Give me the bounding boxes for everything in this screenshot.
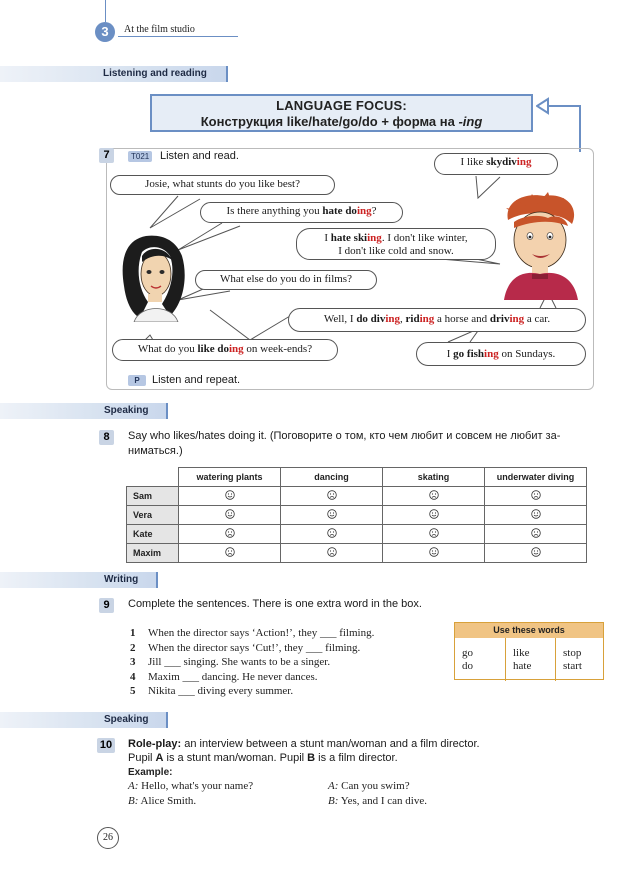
bubble-like-skydiving [434, 153, 558, 175]
bubble-week-ends [112, 339, 338, 361]
bubble-bold: hate ski [330, 232, 368, 244]
sentence-number: 5 [130, 685, 136, 697]
bubble-ing-highlight: ing [419, 313, 435, 325]
section-label-writing: Writing [104, 574, 139, 585]
sad-face-icon [429, 490, 439, 500]
unit-number-badge: 3 [95, 22, 115, 42]
face-cell [485, 506, 587, 525]
smiley-face-icon [429, 509, 439, 519]
word-box-title: Use these words [455, 623, 603, 638]
exercise-9-instruction: Complete the sentences. There is one extra word in the box. [128, 598, 422, 610]
sentence-item [130, 641, 450, 656]
language-focus-ing: -ing [458, 114, 483, 129]
bubble-text: on week-ends? [243, 343, 313, 355]
preferences-table [126, 467, 587, 563]
bubble-bold: driv [489, 313, 510, 325]
bubble-ing-highlight: ing [356, 205, 372, 217]
boy-illustration [494, 190, 584, 300]
exercise-8-instruction-2: ниматься.) [128, 445, 183, 457]
face-cell [383, 544, 485, 563]
face-cell [485, 487, 587, 506]
bubble-text: Well, I [323, 313, 357, 325]
table-header-watering: watering plants [179, 468, 281, 487]
text: is a film director. [315, 752, 398, 764]
smiley-face-icon [327, 509, 337, 519]
text: Pupil [128, 752, 156, 764]
bubble-text: What do you [137, 343, 198, 355]
sad-face-icon [327, 547, 337, 557]
unit-title: At the film studio [124, 24, 195, 35]
bubble-text: I [324, 232, 331, 244]
sentence-text: When the director says ‘Action!’, they ___ filming. [148, 627, 375, 639]
face-cell [179, 525, 281, 544]
sad-face-icon [531, 490, 541, 500]
dialogue-text: Yes, and I can dive. [340, 795, 427, 807]
girl-illustration [118, 232, 188, 322]
sentence-number: 4 [130, 670, 136, 683]
exercise-7-number: 7 [99, 148, 114, 163]
face-cell [281, 544, 383, 563]
face-cell [179, 487, 281, 506]
sad-face-icon [327, 528, 337, 538]
sentence-item [130, 655, 450, 670]
bubble-text: . I don't like winter, [381, 232, 468, 244]
dialogue-text: Can you swim? [341, 780, 410, 792]
dialogue-a1 [128, 779, 253, 794]
dialogue-b1 [128, 794, 196, 809]
table-header-row [127, 468, 587, 487]
bubble-what-else: What else do you do in films? [195, 270, 377, 290]
page-number: 26 [97, 827, 119, 849]
sad-face-icon [225, 547, 235, 557]
bubble-bold: rid [405, 313, 420, 325]
table-row [127, 506, 587, 525]
bubble-go-fishing [416, 342, 586, 366]
bubble-text: a car. [524, 313, 551, 325]
smiley-face-icon [429, 547, 439, 557]
sentence-number: 2 [130, 641, 136, 654]
bubble-text: ? [371, 205, 377, 217]
role-play-text: an interview between a stunt man/woman and a film director. [181, 738, 480, 750]
face-cell [485, 544, 587, 563]
sentence-text: Maxim ___ dancing. He never dances. [148, 670, 318, 683]
example-label: Example: [128, 767, 173, 778]
language-focus-title: LANGUAGE FOCUS: [276, 98, 407, 113]
bubble-ing-highlight: ing [385, 313, 401, 325]
word-box-divider [505, 638, 506, 681]
bubble-ing-highlight: ing [484, 348, 499, 360]
bubble-skydiv-bold: skydiv [486, 156, 517, 168]
sentence-text: Jill ___ singing. She wants to be a singer. [148, 656, 331, 668]
bubble-hate-doing-question [200, 202, 403, 223]
bubble-text: , [400, 313, 406, 325]
word-start: start [563, 660, 582, 672]
pupil-a-label: A [155, 752, 164, 764]
word-like: like [513, 647, 530, 659]
table-corner [127, 468, 179, 487]
face-cell [179, 506, 281, 525]
table-header-dancing: dancing [281, 468, 383, 487]
dialogue-text: Alice Smith. [140, 795, 197, 807]
bubble-text: Is there anything you [226, 205, 323, 217]
sentence-number: 3 [130, 656, 136, 668]
bubble-hate-skiing [296, 228, 496, 260]
speaker: B: [328, 795, 339, 807]
face-cell [281, 506, 383, 525]
dialogue-text: Hello, what's your name? [141, 780, 254, 792]
word-stop: stop [563, 647, 582, 659]
table-header-skating: skating [383, 468, 485, 487]
dialogue-a2 [328, 779, 410, 794]
dialogue-b2 [328, 794, 427, 809]
bubble-line-2: I don't like cold and snow. [338, 245, 454, 257]
face-cell [281, 487, 383, 506]
bubble-bold: hate do [322, 205, 357, 217]
role-play-title: Role-play: [128, 738, 182, 750]
word-hate: hate [513, 660, 532, 672]
sad-face-icon [429, 528, 439, 538]
sentence-list [130, 626, 450, 699]
bubble-text: I [446, 348, 454, 360]
bubble-bold: go fish [453, 348, 485, 360]
bubble-ing-highlight: ing [509, 313, 525, 325]
table-header-diving: underwater diving [485, 468, 587, 487]
section-label-speaking-2: Speaking [104, 714, 149, 725]
word-do: do [462, 660, 473, 672]
bubble-line [305, 232, 487, 245]
sentence-item [130, 684, 450, 699]
sad-face-icon [327, 490, 337, 500]
sad-face-icon [225, 528, 235, 538]
bubble-text: a horse and [434, 313, 490, 325]
word-go: go [462, 647, 473, 659]
face-cell [281, 525, 383, 544]
face-cell [179, 544, 281, 563]
language-focus-subtitle-text: Конструкция like/hate/go/do + форма на [200, 114, 459, 129]
bubble-ing-highlight: ing [516, 156, 532, 168]
exercise-8-instruction: Say who likes/hates doing it. (Поговорите о том, кто чем любит и совсем не любит за- [128, 430, 561, 442]
face-cell [383, 506, 485, 525]
bubble-do-diving [288, 308, 586, 332]
exercise-7-instruction: Listen and read. [160, 150, 239, 162]
bubble-ing-highlight: ing [367, 232, 382, 244]
table-row [127, 525, 587, 544]
sentence-item [130, 670, 450, 685]
listen-repeat-badge[interactable]: P [128, 375, 146, 386]
sentence-text: Nikita ___ diving every summer. [148, 685, 294, 697]
sentence-text: When the director says ‘Cut!’, they ___ filming. [148, 641, 361, 654]
exercise-9-number: 9 [99, 598, 114, 613]
smiley-face-icon [531, 509, 541, 519]
face-cell [383, 525, 485, 544]
speaker: B: [128, 795, 139, 807]
pupil-b-label: B [307, 752, 316, 764]
bubble-like-skydiving-text: I like [460, 156, 487, 168]
speaker: A: [328, 780, 339, 792]
exercise-8-number: 8 [99, 430, 114, 445]
table-row [127, 487, 587, 506]
row-name: Vera [127, 506, 179, 525]
row-name: Kate [127, 525, 179, 544]
listen-repeat-text: Listen and repeat. [152, 374, 241, 386]
word-box [454, 622, 604, 680]
exercise-10-number: 10 [97, 738, 115, 753]
face-cell [485, 525, 587, 544]
audio-track-badge[interactable]: T021 [128, 151, 152, 162]
text: is a stunt man/woman. Pupil [163, 752, 308, 764]
bubble-text: on Sundays. [498, 348, 556, 360]
row-name: Sam [127, 487, 179, 506]
smiley-face-icon [531, 547, 541, 557]
exercise-10-line2 [128, 752, 398, 764]
section-label-listening: Listening and reading [103, 68, 207, 79]
bubble-bold: like do [197, 343, 229, 355]
word-box-divider [555, 638, 556, 681]
sentence-item [130, 626, 450, 641]
sad-face-icon [531, 528, 541, 538]
sentence-number: 1 [130, 627, 136, 639]
section-label-speaking: Speaking [104, 405, 149, 416]
smiley-face-icon [225, 509, 235, 519]
exercise-10-instruction [128, 738, 480, 750]
row-name: Maxim [127, 544, 179, 563]
smiley-face-icon [225, 490, 235, 500]
bubble-josie-question: Josie, what stunts do you like best? [110, 175, 335, 195]
table-row [127, 544, 587, 563]
bubble-ing-highlight: ing [228, 343, 244, 355]
bubble-bold: do div [356, 313, 386, 325]
face-cell [383, 487, 485, 506]
speaker: A: [128, 780, 139, 792]
